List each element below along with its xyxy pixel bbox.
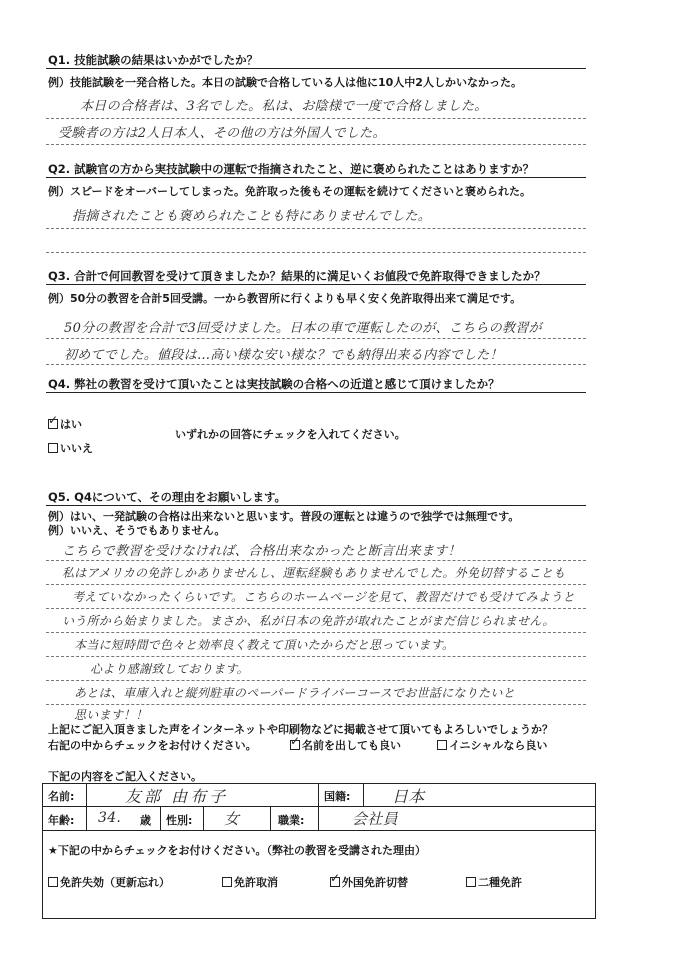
divider xyxy=(46,284,586,285)
q1-example: 例）技能試験を一発合格した。本日の試験で合格している人は他に10人中2人しかいなかった。 xyxy=(48,76,522,89)
answer-rule xyxy=(46,632,586,633)
name-label: 名前: xyxy=(48,790,75,803)
q5-example-2: 例）いいえ、そうでもありません。 xyxy=(48,524,226,537)
q5-answer-line: 考えていなかったくらいです。こちらのホームページを見て、教習だけでも受けてみようと xyxy=(72,590,575,604)
q2-example: 例）スピードをオーバーしてしまった。免許取った後もその運転を続けてくださいと褒められた。 xyxy=(48,185,532,198)
q1-answer-line: 本日の合格者は、3名でした。私は、お陰様で一度で合格しました。 xyxy=(80,99,488,114)
q5-answer-line: あとは、車庫入れと縦列駐車のペーパードライバーコースでお世話になりたいと xyxy=(74,686,516,700)
q4-question: Q4. 弊社の教習を受けて頂いたことは実技試験の合格への近道と感じて頂けましたか？ xyxy=(48,377,500,391)
q2-answer-line: 指摘されたことも褒められたことも特にありませんでした。 xyxy=(72,209,432,224)
reason-label: 二種免許 xyxy=(478,876,522,889)
form-divider xyxy=(270,806,271,830)
divider xyxy=(46,505,586,506)
reason-label: 外国免許切替 xyxy=(342,876,408,889)
checkbox-checked-icon[interactable] xyxy=(290,740,300,750)
checkbox-icon[interactable] xyxy=(437,740,447,750)
checkbox-icon[interactable] xyxy=(48,443,58,453)
q2-question: Q2. 試験官の方から実技試験中の運転で指摘されたこと、逆に褒められたことはありますか？ xyxy=(48,162,535,176)
answer-rule xyxy=(46,584,586,585)
nationality-field[interactable]: 日本 xyxy=(392,787,425,806)
reason-option-foreign-license[interactable] xyxy=(330,874,408,890)
checkbox-icon[interactable] xyxy=(48,877,58,887)
answer-rule xyxy=(46,560,586,561)
form-divider xyxy=(363,783,364,806)
age-label: 年齢: xyxy=(48,814,75,827)
q3-answer-line: 初めてでした。値段は…高い様な安い様な？でも納得出来る内容でした！ xyxy=(64,348,503,363)
consent-initial-option[interactable] xyxy=(437,737,547,753)
q5-example-1: 例）はい、一発試験の合格は出来ないと思います。普段の運転とは違うので独学では無理です。 xyxy=(48,510,520,523)
q5-answer-line: いう所から始まりました。まさか、私が日本の免許が取れたことがまだ信じられません。 xyxy=(62,614,555,628)
consent-name-option[interactable] xyxy=(290,737,401,753)
q5-answer-line: 私はアメリカの免許しかありませんし、運転経験もありませんでした。外免切替することも xyxy=(62,566,566,580)
name-field[interactable]: 友部 由布子 xyxy=(125,787,229,806)
divider xyxy=(46,177,586,178)
answer-rule xyxy=(46,656,586,657)
checkbox-icon[interactable] xyxy=(466,877,476,887)
answer-rule xyxy=(46,338,586,339)
answer-rule xyxy=(46,228,586,229)
job-field[interactable]: 会社員 xyxy=(352,810,398,828)
divider xyxy=(46,392,586,393)
reason-prompt: ★下記の中からチェックをお付けください。（弊社の教習を受講された理由） xyxy=(48,844,427,857)
answer-rule xyxy=(46,364,586,365)
q1-answer-line: 受験者の方は2人日本人、その他の方は外国人でした。 xyxy=(58,126,386,141)
reason-option-expired[interactable] xyxy=(48,874,170,890)
answer-rule xyxy=(46,608,586,609)
q4-yes-option[interactable] xyxy=(48,416,82,432)
form-intro: 下記の内容をご記入ください。 xyxy=(48,770,202,783)
job-label: 職業: xyxy=(278,814,305,827)
gender-label: 性別: xyxy=(166,814,193,827)
q4-yes-label: はい xyxy=(60,418,82,431)
consent-name-label: 名前を出しても良い xyxy=(302,739,401,752)
answer-rule xyxy=(46,118,586,119)
answer-rule xyxy=(46,144,586,145)
form-divider xyxy=(160,806,161,830)
q3-question: Q3. 合計で何回教習を受けて頂きましたか？結果的に満足いくお値段で免許取得できましたか？ xyxy=(48,269,546,283)
form-divider xyxy=(203,806,204,830)
checkbox-checked-icon[interactable] xyxy=(48,419,58,429)
answer-rule xyxy=(46,680,586,681)
answer-rule xyxy=(46,252,586,253)
q5-question: Q5. Q4について、その理由をお願いします。 xyxy=(48,490,287,504)
q3-answer-line: 50分の教習を合計で3回受けました。日本の車で運転したのが、こちらの教習が xyxy=(64,321,542,336)
reason-option-class2[interactable] xyxy=(466,874,522,890)
consent-initial-label: イニシャルなら良い xyxy=(449,739,548,752)
q4-instruction: いずれかの回答にチェックを入れてください。 xyxy=(175,428,406,441)
age-field[interactable]: 34. xyxy=(98,810,122,826)
nationality-label: 国籍: xyxy=(324,790,351,803)
reason-label: 免許取消 xyxy=(234,876,278,889)
gender-field[interactable]: 女 xyxy=(224,810,240,828)
answer-rule xyxy=(46,704,586,705)
form-divider xyxy=(318,783,319,806)
age-unit: 歳 xyxy=(140,814,151,827)
divider xyxy=(46,68,586,69)
q5-answer-line: こちらで教習を受けなければ、合格出来なかったと断言出来ます！ xyxy=(62,544,461,559)
q5-answer-line: 心より感謝致しております。 xyxy=(90,662,249,676)
form-divider xyxy=(86,783,87,830)
checkbox-checked-icon[interactable] xyxy=(330,877,340,887)
q4-no-option[interactable] xyxy=(48,440,93,456)
q4-no-label: いいえ xyxy=(60,442,93,455)
q1-question: Q1. 技能試験の結果はいかがでしたか？ xyxy=(48,53,259,67)
form-divider xyxy=(318,806,319,830)
reason-option-revoked[interactable] xyxy=(222,874,278,890)
q3-example: 例）50分の教習を合計5回受講。一から教習所に行くよりも早く安く免許取得出来て満足です。 xyxy=(48,292,522,305)
reason-label: 免許失効（更新忘れ） xyxy=(60,876,170,889)
form-divider xyxy=(42,830,595,831)
consent-question: 上記にご記入頂きました声をインターネットや印刷物などに掲載させて頂いてもよろしいでしょうか？ xyxy=(48,723,554,736)
q5-answer-line: 本当に短時間で色々と効率良く教えて頂いたからだと思っています。 xyxy=(74,638,455,652)
consent-instruction: 右記の中からチェックをお付けください。 xyxy=(48,739,257,752)
q5-answer-line: 思います！！ xyxy=(74,708,148,722)
checkbox-icon[interactable] xyxy=(222,877,232,887)
